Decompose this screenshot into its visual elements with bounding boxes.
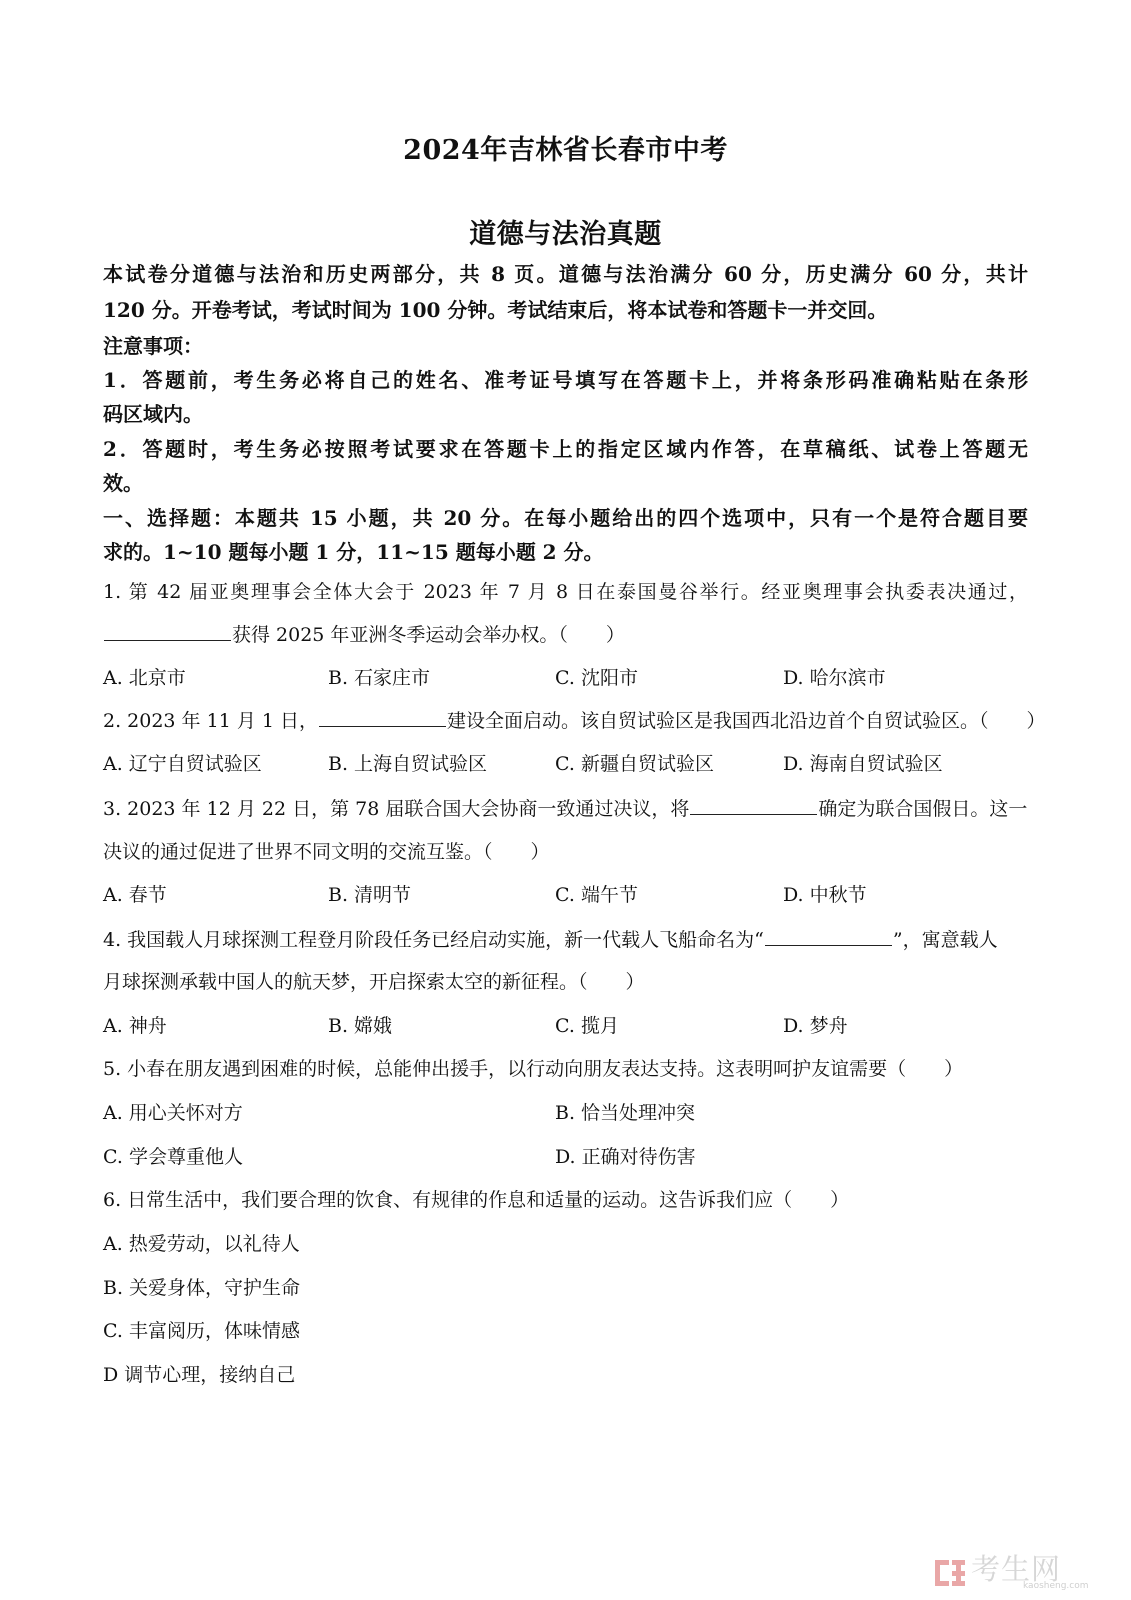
question-4-option-d: D. 梦舟: [783, 1015, 848, 1037]
question-3-line-2: 决议的通过促进了世界不同文明的交流互鉴。（ ）: [103, 841, 550, 863]
page-subtitle: 道德与法治真题: [469, 219, 662, 250]
question-5-option-c: C. 学会尊重他人: [103, 1146, 243, 1168]
question-2-option-b: B. 上海自贸试验区: [328, 753, 488, 775]
watermark-cn: 考生网: [971, 1552, 1062, 1586]
question-4-option-c: C. 揽月: [555, 1015, 619, 1037]
question-1-line-1: 1. 第 42 届亚奥理事会全体大会于 2023 年 7 月 8 日在泰国曼谷举行。经亚奥理事会执委表决通过，: [103, 581, 1028, 603]
page-title: 2024年吉林省长春市中考: [403, 135, 728, 166]
notice-1-line-1: 1．答题前，考生务必将自己的姓名、准考证号填写在答题卡上，并将条形码准确粘贴在条形: [103, 368, 1028, 392]
question-2-line-1: 2. 2023 年 11 月 1 日， 建设全面启动。该自贸试验区是我国西北沿边首个自贸试验区。（ ）: [103, 710, 1046, 732]
question-1-option-d: D. 哈尔滨市: [783, 667, 886, 689]
answer-blank: [690, 796, 817, 815]
watermark-logo-icon: [935, 1558, 965, 1588]
question-3-line-1: 3. 2023 年 12 月 22 日，第 78 届联合国大会协商一致通过决议，将 确定为联合国假日。这一: [103, 798, 1028, 820]
watermark-en: kaosheng.com: [1023, 1581, 1089, 1591]
question-3-option-d: D. 中秋节: [783, 884, 867, 906]
answer-blank: [319, 708, 446, 727]
question-1-option-a: A. 北京市: [103, 667, 186, 689]
question-3-option-c: C. 端午节: [555, 884, 638, 906]
question-1-option-c: C. 沈阳市: [555, 667, 638, 689]
question-4-line-1: 4. 我国载人月球探测工程登月阶段任务已经启动实施，新一代载人飞船命名为“ ”，寓意载人: [103, 929, 998, 951]
question-1-line-2: 获得 2025 年亚洲冬季运动会举办权。（ ）: [103, 622, 625, 647]
question-4-line-2: 月球探测承载中国人的航天梦，开启探索太空的新征程。（ ）: [103, 971, 645, 993]
intro-line-1: 本试卷分道德与法治和历史两部分，共 8 页。道德与法治满分 60 分，历史满分 60 分，共计: [103, 262, 1028, 286]
watermark-text: [971, 1552, 1089, 1591]
question-5-option-a: A. 用心关怀对方: [103, 1102, 243, 1124]
question-5-option-d: D. 正确对待伤害: [555, 1146, 696, 1168]
question-6-option-a: A. 热爱劳动，以礼待人: [103, 1233, 300, 1255]
question-5-option-b: B. 恰当处理冲突: [555, 1102, 696, 1124]
watermark: [935, 1552, 1089, 1591]
answer-blank: [104, 622, 231, 641]
question-3-option-a: A. 春节: [103, 884, 167, 906]
question-2-option-a: A. 辽宁自贸试验区: [103, 753, 262, 775]
question-6-option-d: D 调节心理，接纳自己: [103, 1364, 296, 1386]
question-2-option-c: C. 新疆自贸试验区: [555, 753, 714, 775]
notice-1-line-2: 码区域内。: [103, 402, 203, 426]
question-3-option-b: B. 清明节: [328, 884, 412, 906]
question-4-option-a: A. 神舟: [103, 1015, 167, 1037]
question-6-line-1: 6. 日常生活中，我们要合理的饮食、有规律的作息和适量的运动。这告诉我们应（ ）: [103, 1189, 850, 1211]
section-heading-line-2: 求的。1~10 题每小题 1 分，11~15 题每小题 2 分。: [103, 540, 604, 564]
question-5-line-1: 5. 小春在朋友遇到困难的时候，总能伸出援手，以行动向朋友表达支持。这表明呵护友谊需要（ ）: [103, 1058, 964, 1080]
answer-blank: [765, 927, 892, 946]
question-6-option-b: B. 关爱身体，守护生命: [103, 1277, 301, 1299]
question-2-option-d: D. 海南自贸试验区: [783, 753, 943, 775]
section-heading-line-1: 一、选择题：本题共 15 小题，共 20 分。在每小题给出的四个选项中，只有一个是符合题目要: [103, 506, 1028, 530]
notice-2-line-2: 效。: [103, 471, 143, 495]
question-1-option-b: B. 石家庄市: [328, 667, 431, 689]
notice-heading: 注意事项：: [103, 334, 203, 358]
intro-line-2: 120 分。开卷考试，考试时间为 100 分钟。考试结束后，将本试卷和答题卡一并交回。: [103, 298, 888, 322]
notice-2-line-1: 2．答题时，考生务必按照考试要求在答题卡上的指定区域内作答，在草稿纸、试卷上答题无: [103, 437, 1028, 461]
question-4-option-b: B. 嫦娥: [328, 1015, 393, 1037]
question-6-option-c: C. 丰富阅历，体味情感: [103, 1320, 300, 1342]
